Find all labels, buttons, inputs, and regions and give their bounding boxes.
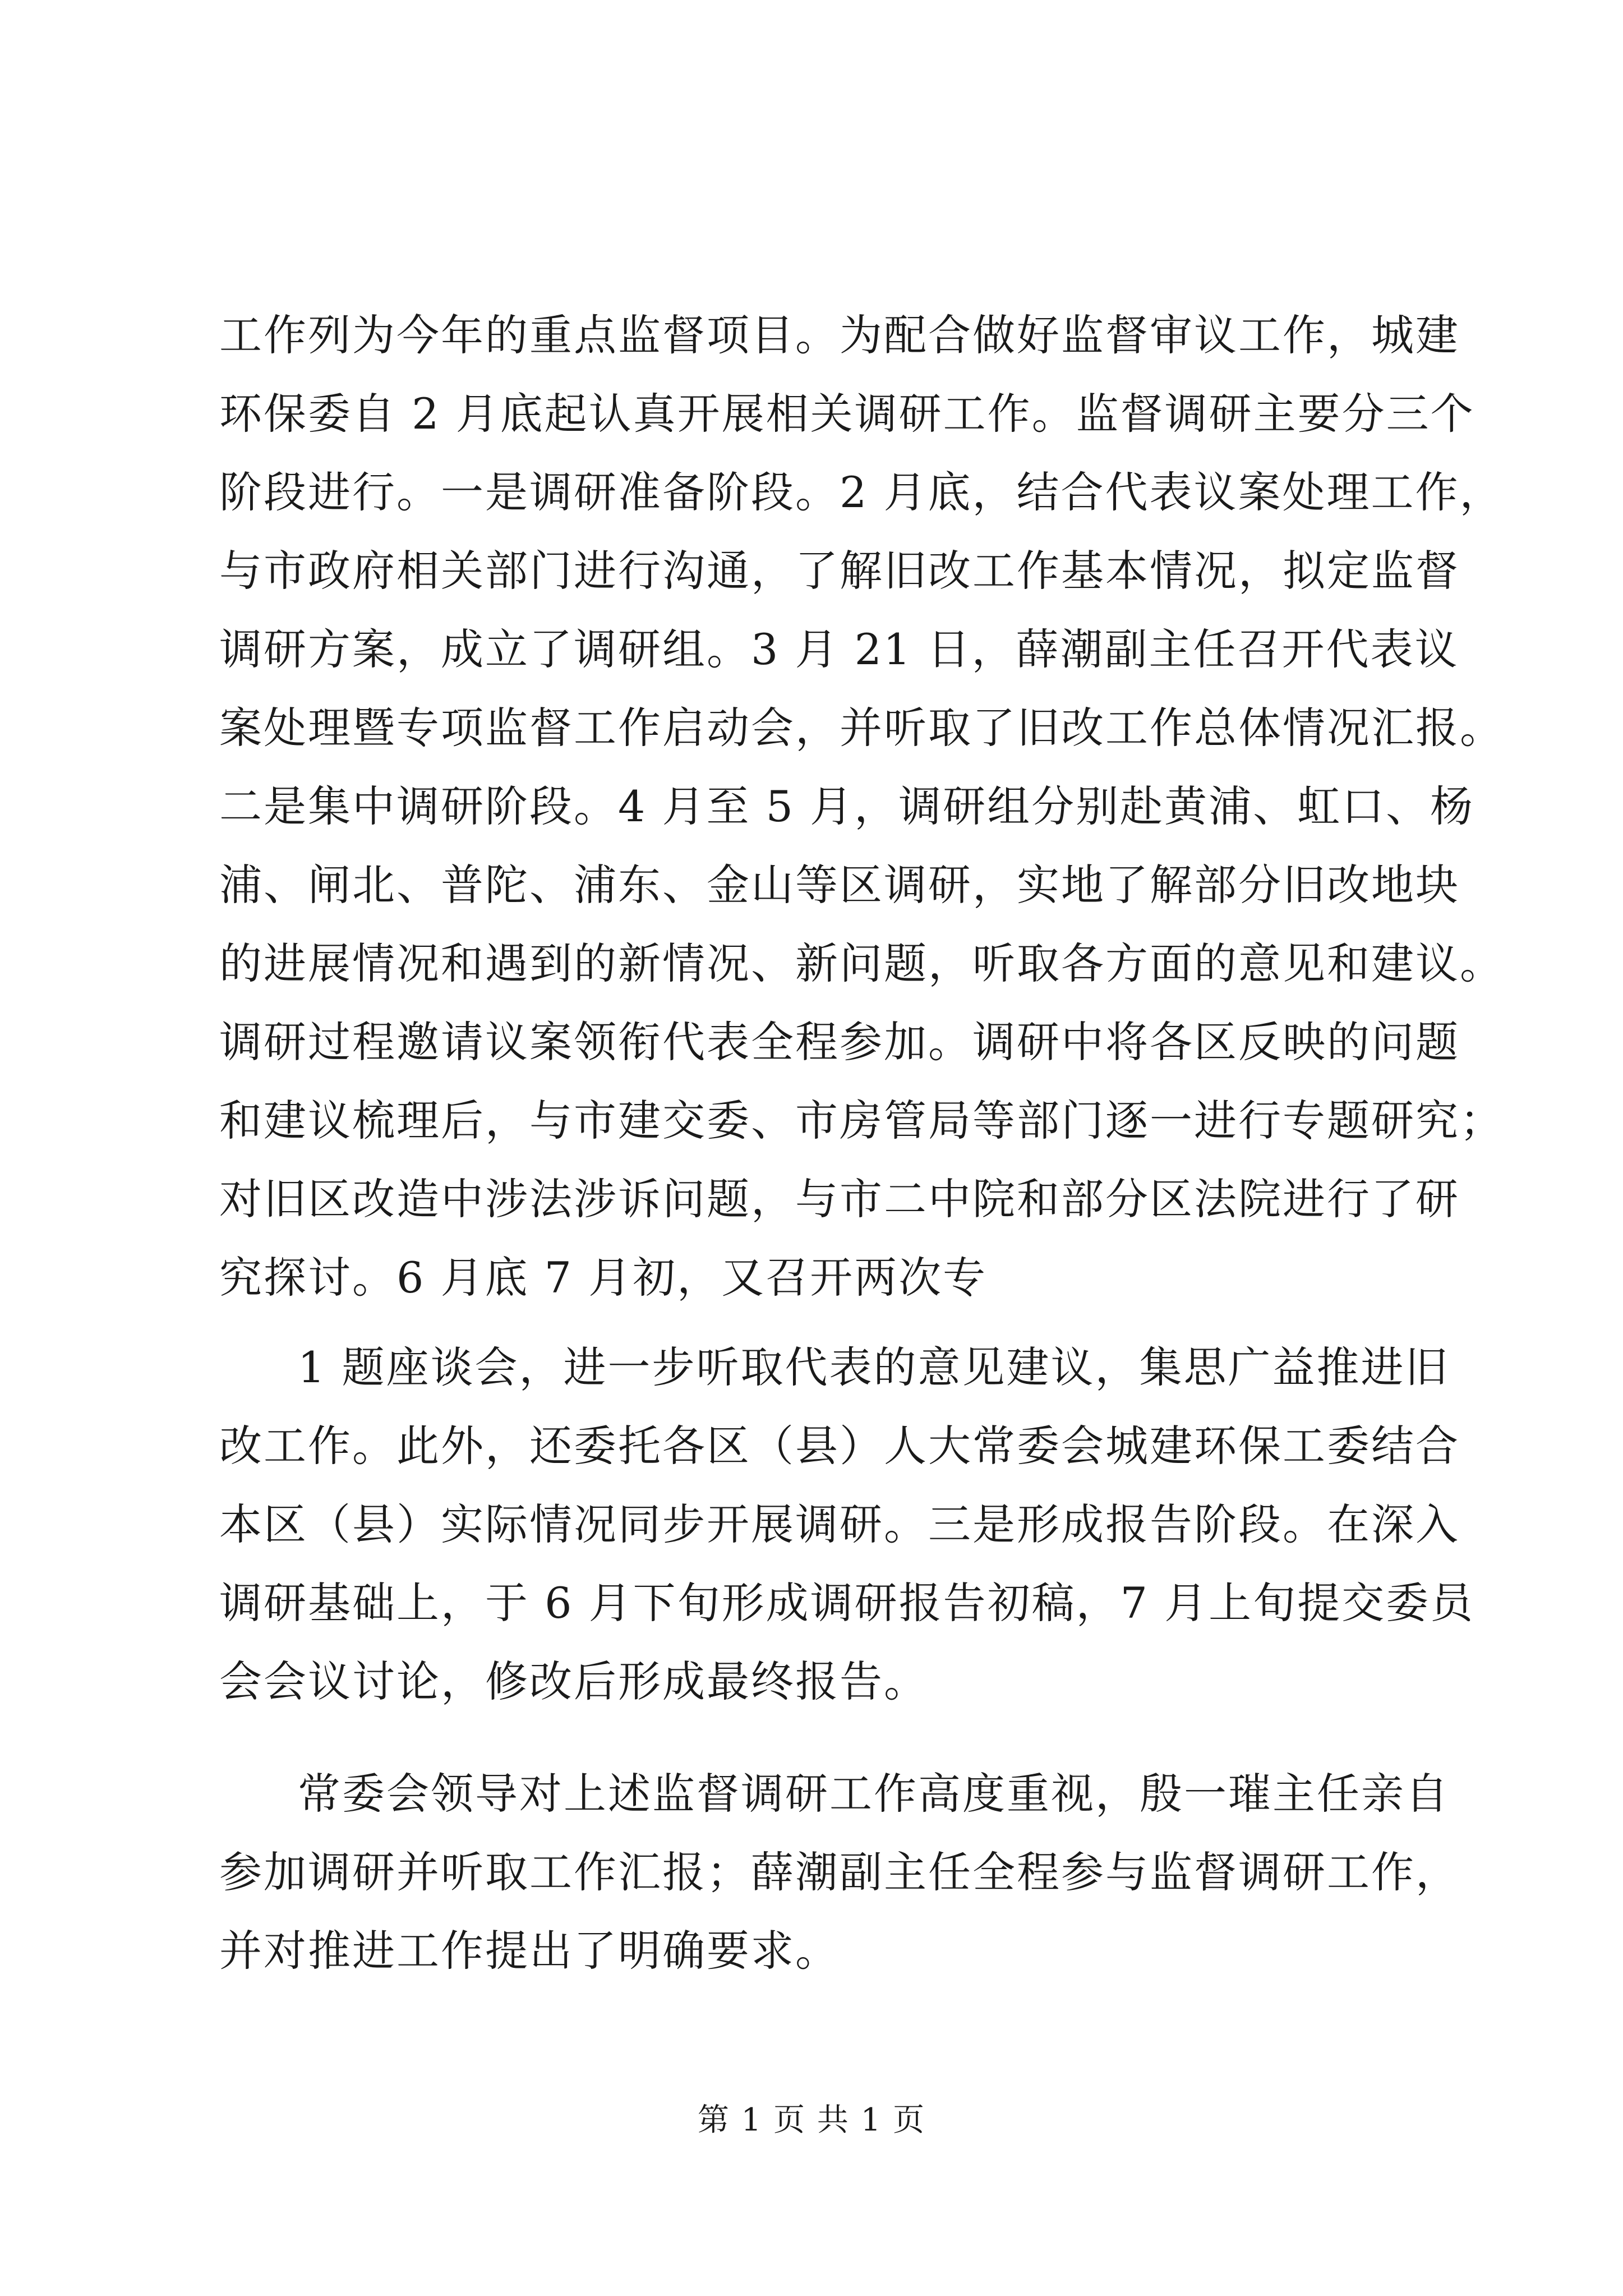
paragraph-1-line-8: 浦、闸北、普陀、浦东、金山等区调研，实地了解部分旧改地块 [219, 860, 1460, 910]
paragraph-3-line-2: 参加调研并听取工作汇报；薛潮副主任全程参与监督调研工作， [219, 1847, 1460, 1897]
paragraph-1-line-11: 和建议梳理后，与市建交委、市房管局等部门逐一进行专题研究； [219, 1096, 1504, 1145]
paragraph-2-line-5: 会会议讨论，修改后形成最终报告。 [219, 1657, 928, 1706]
page-footer: 第 1 页 共 1 页 [697, 2102, 926, 2138]
paragraph-1-line-1: 工作列为今年的重点监督项目。为配合做好监督审议工作，城建 [219, 310, 1460, 360]
paragraph-1-line-9: 的进展情况和遇到的新情况、新问题，听取各方面的意见和建议。 [219, 938, 1504, 988]
paragraph-2-line-4: 调研基础上，于 6 月下旬形成调研报告初稿，7 月上旬提交委员 [219, 1578, 1475, 1628]
paragraph-1-line-4: 与市政府相关部门进行沟通，了解旧改工作基本情况，拟定监督 [219, 546, 1460, 596]
paragraph-3-line-3: 并对推进工作提出了明确要求。 [219, 1926, 840, 1976]
paragraph-2-line-3: 本区（县）实际情况同步开展调研。三是形成报告阶段。在深入 [219, 1499, 1460, 1549]
paragraph-1-line-12: 对旧区改造中涉法涉诉问题，与市二中院和部分区法院进行了研 [219, 1174, 1460, 1224]
paragraph-1-line-2: 环保委自 2 月底起认真开展相关调研工作。监督调研主要分三个 [219, 389, 1475, 439]
paragraph-3-line-1: 常委会领导对上述监督调研工作高度重视，殷一璀主任亲自 [298, 1769, 1450, 1819]
paragraph-1-line-7: 二是集中调研阶段。4 月至 5 月，调研组分别赴黄浦、虹口、杨 [219, 781, 1475, 831]
paragraph-1-line-6: 案处理暨专项监督工作启动会，并听取了旧改工作总体情况汇报。 [219, 703, 1504, 753]
paragraph-2-line-2: 改工作。此外，还委托各区（县）人大常委会城建环保工委结合 [219, 1421, 1460, 1471]
paragraph-1-line-3: 阶段进行。一是调研准备阶段。2 月底，结合代表议案处理工作， [219, 467, 1504, 517]
paragraph-1-line-5: 调研方案，成立了调研组。3 月 21 日，薛潮副主任召开代表议 [219, 624, 1459, 674]
paragraph-2-line-1: 1 题座谈会，进一步听取代表的意见建议，集思广益推进旧 [298, 1342, 1450, 1392]
paragraph-1-line-13: 究探讨。6 月底 7 月初，又召开两次专 [219, 1253, 988, 1303]
paragraph-1-line-10: 调研过程邀请议案领衔代表全程参加。调研中将各区反映的问题 [219, 1017, 1460, 1067]
